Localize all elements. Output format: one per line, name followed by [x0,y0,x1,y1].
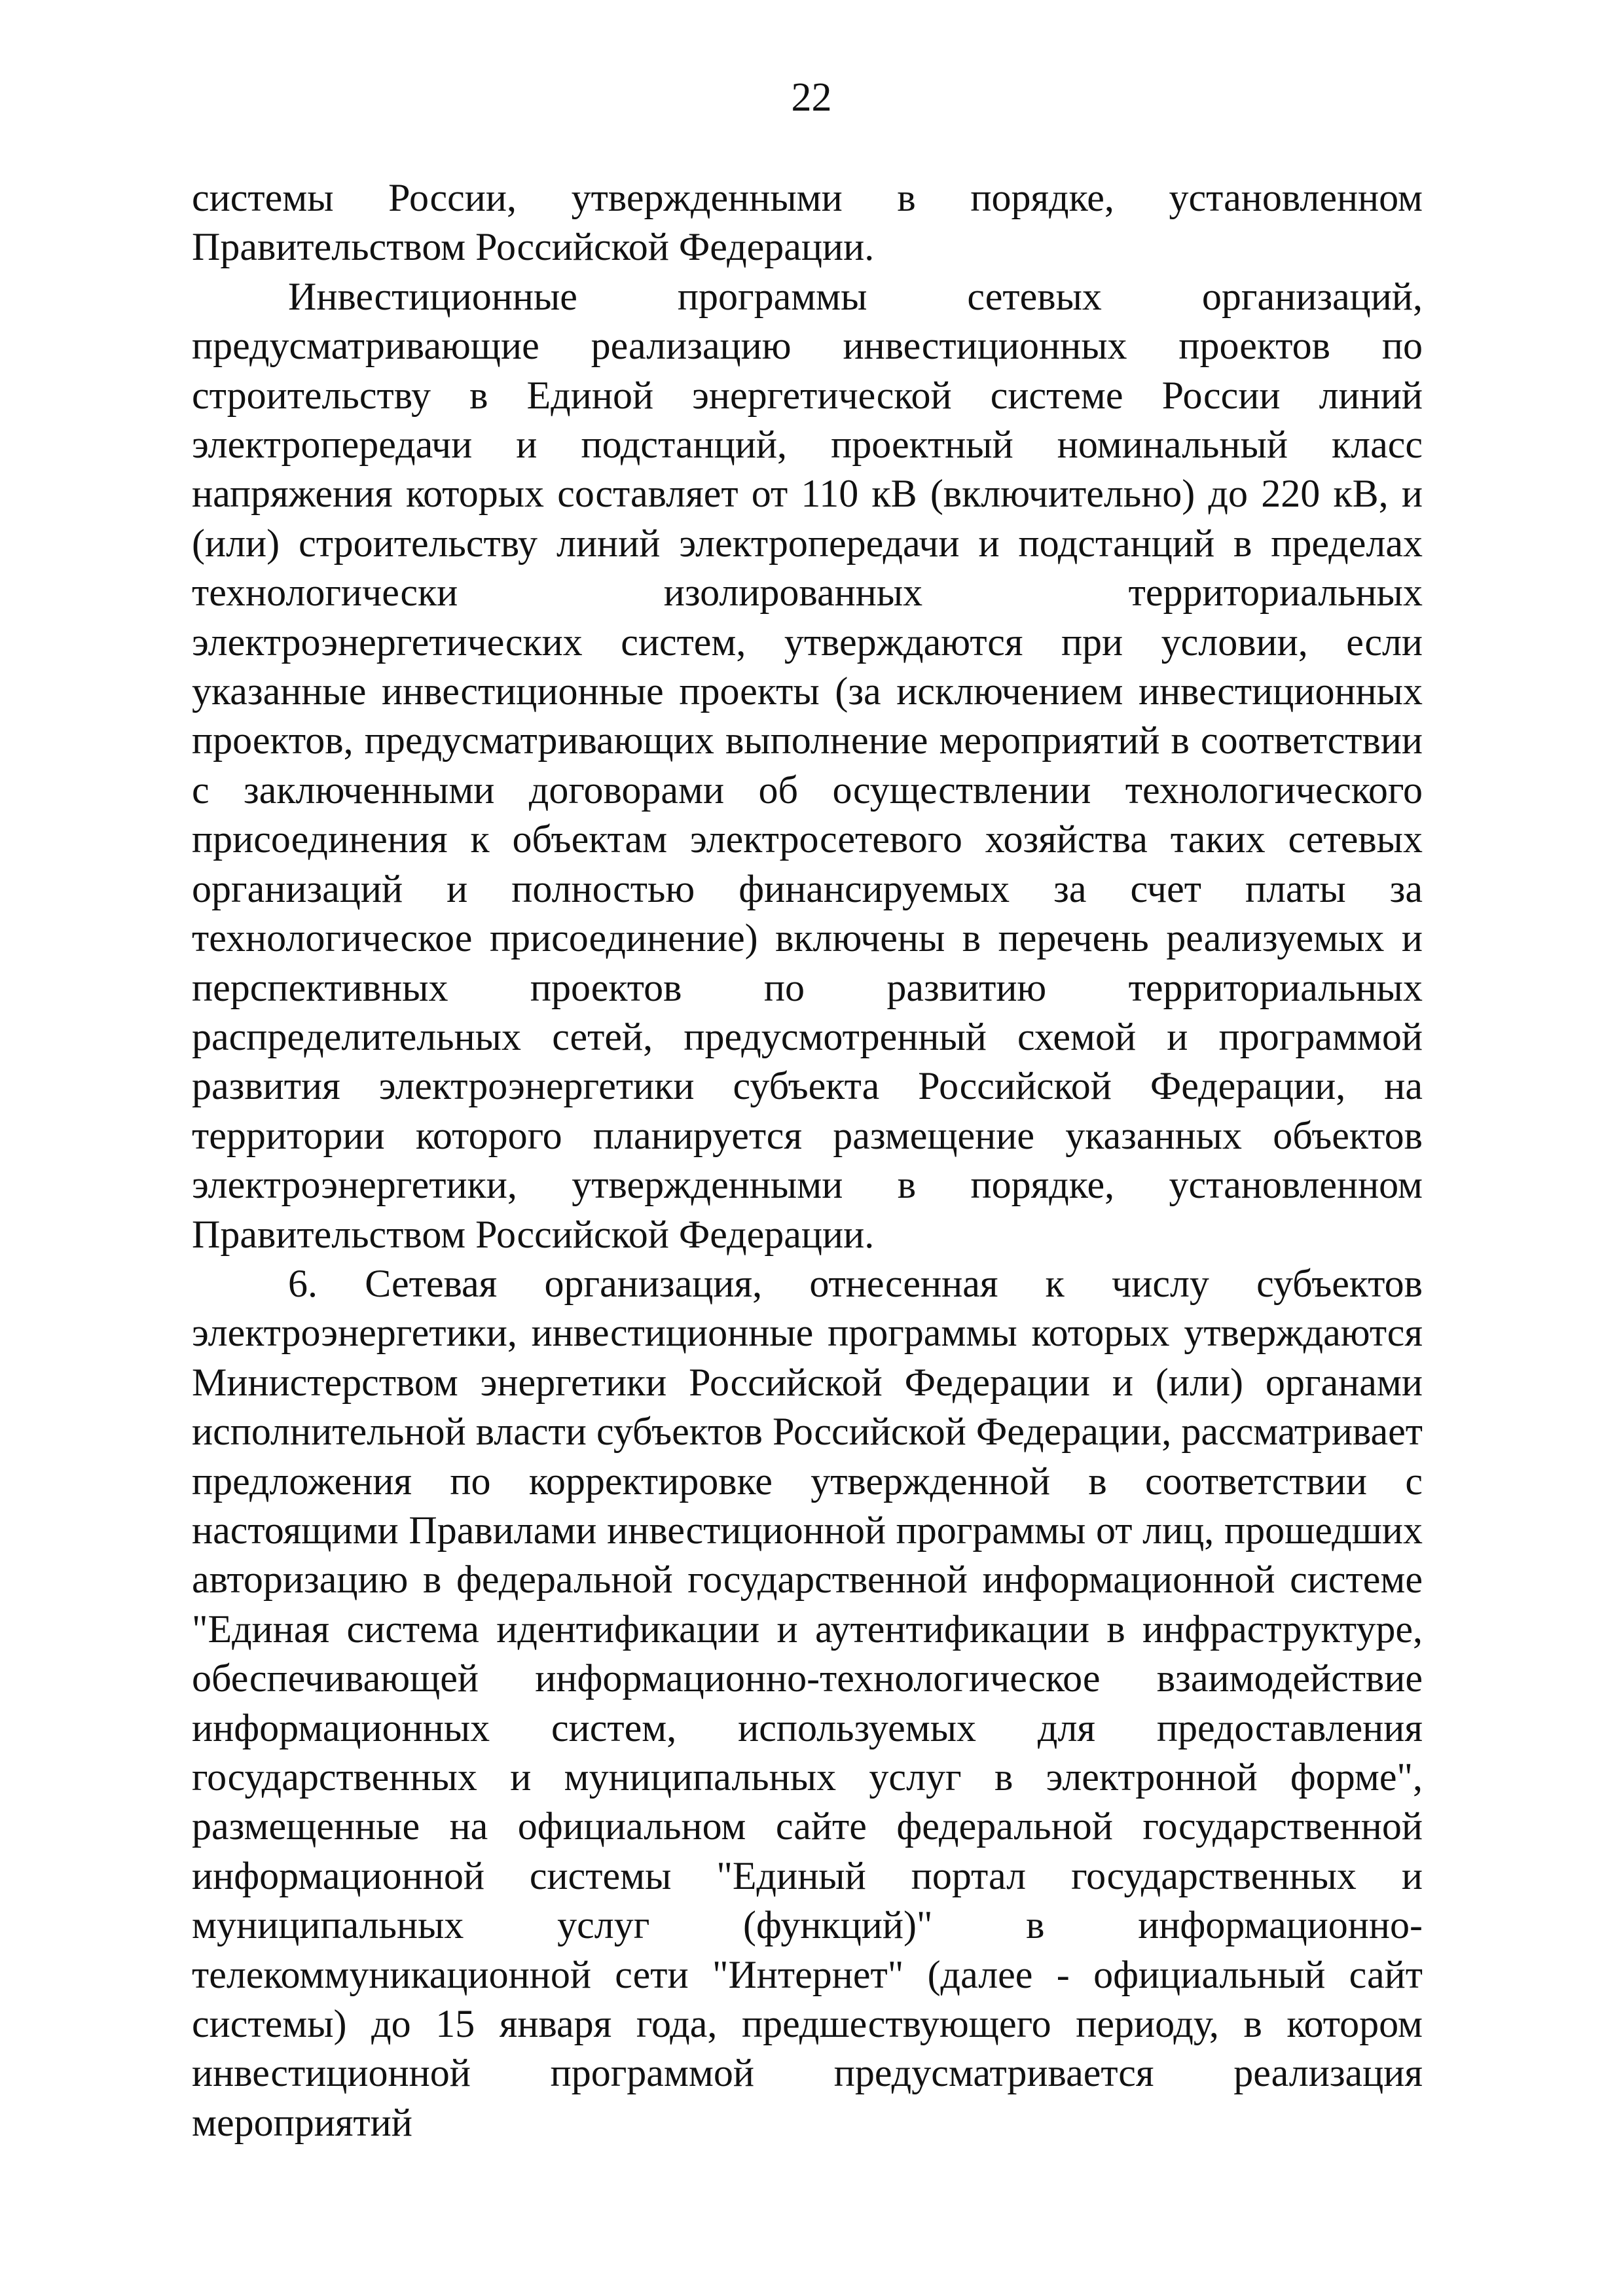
paragraph-investment-programs: Инвестиционные программы сетевых организаций, предусматривающие реализацию инвестиционных проектов по строительству в Единой энергетической системе России линий электропередачи и подстанций, проектный номинальный класс напряжения которых составляет от 110 кВ (включительно) до 220 кВ, и (или) строительству линий электропередачи и подстанций в пределах технологически изолированных территориальных электроэнергетических систем, утверждаются при условии, если указанные инвестиционные проекты (за исключением инвестиционных проектов, предусматривающих выполнение мероприятий в соответствии с заключенными договорами об осуществлении технологического присоединения к объектам электросетевого хозяйства таких сетевых организаций и полностью финансируемых за счет платы за технологическое присоединение) включены в перечень реализуемых и перспективных проектов по развитию территориальных распределительных сетей, предусмотренный схемой и программой развития электроэнергетики субъекта Российской Федерации, на территории которого планируется размещение указанных объектов электроэнергетики, утвержденными в порядке, установленном Правительством Российской Федерации. [192,274,1423,1256]
document-body [192,173,1423,2147]
paragraph-item-6: 6. Сетевая организация, отнесенная к числу субъектов электроэнергетики, инвестиционные программы которых утверждаются Министерством энергетики Российской Федерации и (или) органами исполнительной власти субъектов Российской Федерации, рассматривает предложения по корректировке утвержденной в соответствии с настоящими Правилами инвестиционной программы от лиц, прошедших авторизацию в федеральной государственной информационной системе "Единая система идентификации и аутентификации в инфраструктуре, обеспечивающей информационно-технологическое взаимодействие информационных систем, используемых для предоставления государственных и муниципальных услуг в электронной форме", размещенные на официальном сайте федеральной государственной информационной системы "Единый портал государственных и муниципальных услуг (функций)" в информационно-телекоммуникационной сети "Интернет" (далее - официальный сайт системы) до 15 января года, предшествующего периоду, в котором инвестиционной программой предусматривается реализация мероприятий [192,1261,1423,2144]
page-number: 22 [791,75,832,120]
paragraph-continuation: системы России, утвержденными в порядке, установленном Правительством Российской Федерации. [192,176,1423,269]
